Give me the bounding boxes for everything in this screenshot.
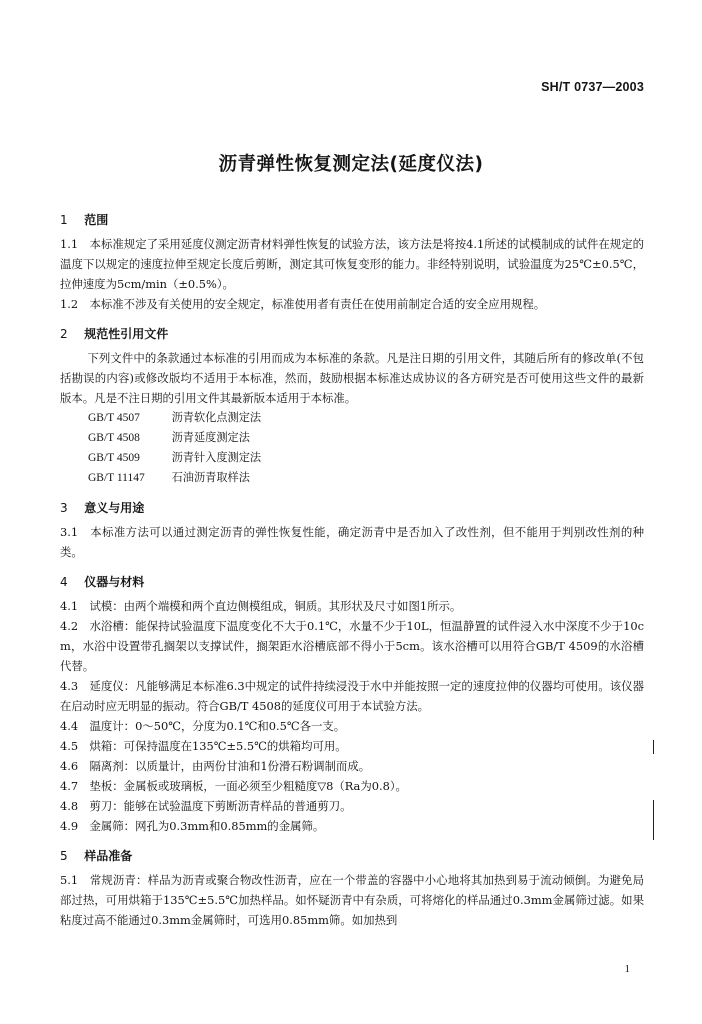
reference-name: 沥青软化点测定法 <box>171 411 262 424</box>
reference-code: GB/T 4508 <box>88 432 140 444</box>
reference-item <box>60 408 644 428</box>
clause-paragraph: 4.4 温度计：0～50℃，分度为0.1℃和0.5℃各一支。 <box>60 719 346 733</box>
clause-paragraph: 4.7 垫板：金属板或玻璃板，一面必须至少粗糙度▽8（Ra为0.8）。 <box>60 779 407 793</box>
reference-item <box>60 448 644 468</box>
references-intro: 下列文件中的条款通过本标准的引用而成为本标准的条款。凡是注日期的引用文件，其随后所有的修改单(不包括勘误的内容)或修改版均不适用于本标准，然而，鼓励根据本标准达成协议的各方研究是否可使用这些文件的最新版本。凡是不注日期的引用文件其最新版本适用于本标准。 <box>60 351 644 405</box>
clause-paragraph: 4.3 延度仪：凡能够满足本标准6.3中规定的试件持续浸没于水中并能按照一定的速度拉伸的仪器均可使用。该仪器在启动时应无明显的振动。符合GB/T 4508的延度仪可用于本试验方法。 <box>60 679 644 713</box>
clause-paragraph: 4.1 试模：由两个端模和两个直边侧模组成，铜质。其形状及尺寸如图1所示。 <box>60 599 462 613</box>
reference-code: GB/T 4509 <box>88 452 140 464</box>
section-number: 5 <box>60 849 68 863</box>
reference-item <box>60 428 644 448</box>
reference-code: GB/T 11147 <box>88 472 145 484</box>
section-title: 规范性引用文件 <box>84 327 169 341</box>
section-heading <box>60 846 644 866</box>
scan-margin-mark <box>653 800 654 840</box>
document-body <box>60 210 644 930</box>
section-number: 1 <box>60 213 68 227</box>
section-heading <box>60 324 644 344</box>
clause-paragraph: 4.2 水浴槽：能保持试验温度下温度变化不大于0.1℃，水量不少于10L，恒温静置的试件浸入水中深度不少于10cm，水浴中设置带孔搁架以支撑试件，搁架距水浴槽底部不得小于5cm。该水浴槽可以用符合GB/T 4509的水浴槽代替。 <box>60 619 644 673</box>
reference-name: 沥青延度测定法 <box>171 431 250 444</box>
section-title: 范围 <box>84 213 109 227</box>
clause-paragraph: 5.1 常规沥青：样品为沥青或聚合物改性沥青，应在一个带盖的容器中小心地将其加热到易于流动倾倒。为避免局部过热，可用烘箱于135℃±5.5℃加热样品。如怀疑沥青中有杂质，可将熔化的样品通过0.3mm金属筛过滤。如果粘度过高不能通过0.3mm金属筛时，可选用0.85mm筛。如加热到 <box>60 873 644 927</box>
clause-paragraph: 4.9 金属筛：网孔为0.3mm和0.85mm的金属筛。 <box>60 819 325 833</box>
section-title: 样品准备 <box>84 849 133 863</box>
reference-name: 沥青针入度测定法 <box>171 451 262 464</box>
section-title: 仪器与材料 <box>84 575 145 589</box>
clause-paragraph: 1.2 本标准不涉及有关使用的安全规定，标准使用者有责任在使用前制定合适的安全应用规程。 <box>60 297 546 311</box>
section-number: 2 <box>60 327 68 341</box>
section-heading <box>60 210 644 230</box>
clause-paragraph: 3.1 本标准方法可以通过测定沥青的弹性恢复性能，确定沥青中是否加入了改性剂，但不能用于判别改性剂的种类。 <box>60 525 644 559</box>
reference-code: GB/T 4507 <box>88 412 140 424</box>
page-number: 1 <box>624 963 630 975</box>
clause-paragraph: 4.8 剪刀：能够在试验温度下剪断沥青样品的普通剪刀。 <box>60 799 352 813</box>
section-heading <box>60 498 644 518</box>
section-number: 3 <box>60 501 68 515</box>
clause-paragraph: 1.1 本标准规定了采用延度仪测定沥青材料弹性恢复的试验方法，该方法是将按4.1所述的试模制成的试件在规定的温度下以规定的速度拉伸至规定长度后剪断，测定其可恢复变形的能力。非经特别说明，试验温度为25℃±0.5℃，拉伸速度为5cm/min（±0.5%）。 <box>60 237 644 291</box>
clause-paragraph: 4.6 隔离剂：以质量计，由两份甘油和1份滑石粉调制而成。 <box>60 759 371 773</box>
scan-margin-mark <box>653 740 654 754</box>
section-heading <box>60 572 644 592</box>
clause-paragraph: 4.5 烘箱：可保持温度在135℃±5.5℃的烘箱均可用。 <box>60 739 347 753</box>
reference-item <box>60 468 644 488</box>
reference-list <box>60 408 644 488</box>
section-title: 意义与用途 <box>84 501 145 515</box>
reference-name: 石油沥青取样法 <box>171 471 250 484</box>
standard-code: SH/T 0737—2003 <box>541 80 644 94</box>
section-number: 4 <box>60 575 68 589</box>
document-title: 沥青弹性恢复测定法(延度仪法) <box>218 154 484 175</box>
